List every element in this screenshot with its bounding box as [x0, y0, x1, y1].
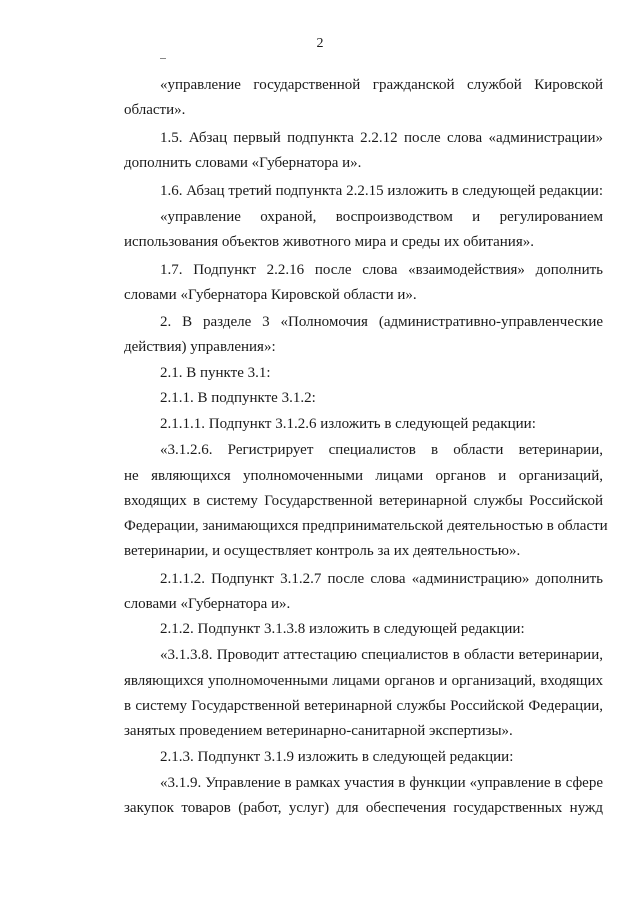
text-line: Федерации, занимающихся предпринимательской деятельностью в области: [124, 518, 608, 534]
text-line: «управление государственной гражданской службой Кировской: [160, 77, 603, 93]
text-line: закупок товаров (работ, услуг) для обеспечения государственных нужд: [124, 800, 603, 816]
text-line: 1.7. Подпункт 2.2.16 после слова «взаимодействия» дополнить: [160, 262, 603, 278]
text-line: использования объектов животного мира и среды их обитания».: [124, 234, 534, 250]
text-line: не являющихся уполномоченными лицами органов и организаций,: [124, 468, 603, 484]
text-line: занятых проведением ветеринарно-санитарной экспертизы».: [124, 723, 513, 739]
text-line: действия) управления»:: [124, 339, 276, 355]
text-line: «3.1.3.8. Проводит аттестацию специалистов в области ветеринарии,: [160, 647, 603, 663]
text-line: являющихся уполномоченными лицами органов и организаций, входящих: [124, 673, 603, 689]
text-line: ветеринарии, и осуществляет контроль за их деятельностью».: [124, 543, 521, 559]
text-line: «3.1.9. Управление в рамках участия в функции «управление в сфере: [160, 775, 603, 791]
text-line: в систему Государственной ветеринарной службы Российской Федерации,: [124, 698, 603, 714]
text-line: 1.5. Абзац первый подпункта 2.2.12 после слова «администрации»: [160, 130, 603, 146]
text-line: 2.1.1.1. Подпункт 3.1.2.6 изложить в следующей редакции:: [160, 416, 536, 432]
text-line: 2.1.1. В подпункте 3.1.2:: [160, 390, 316, 406]
text-line: 2. В разделе 3 «Полномочия (административно-управленческие: [160, 314, 603, 330]
text-line: словами «Губернатора Кировской области и».: [124, 287, 417, 303]
text-line: «3.1.2.6. Регистрирует специалистов в области ветеринарии,: [160, 442, 603, 458]
page-number: 2: [316, 36, 324, 51]
text-line: 2.1.1.2. Подпункт 3.1.2.7 после слова «администрацию» дополнить: [160, 571, 603, 587]
text-line: словами «Губернатора и».: [124, 596, 291, 612]
text-line: 2.1.2. Подпункт 3.1.3.8 изложить в следующей редакции:: [160, 621, 525, 637]
text-line: 2.1.3. Подпункт 3.1.9 изложить в следующей редакции:: [160, 749, 514, 765]
text-line: «управление охраной, воспроизводством и регулированием: [160, 209, 603, 225]
text-line: 1.6. Абзац третий подпункта 2.2.15 изложить в следующей редакции:: [160, 183, 603, 199]
text-line: 2.1. В пункте 3.1:: [160, 365, 271, 381]
scan-mark: [160, 58, 166, 59]
text-line: области».: [124, 102, 186, 118]
text-line: входящих в систему Государственной ветеринарной службы Российской: [124, 493, 603, 509]
text-line: дополнить словами «Губернатора и».: [124, 155, 362, 171]
